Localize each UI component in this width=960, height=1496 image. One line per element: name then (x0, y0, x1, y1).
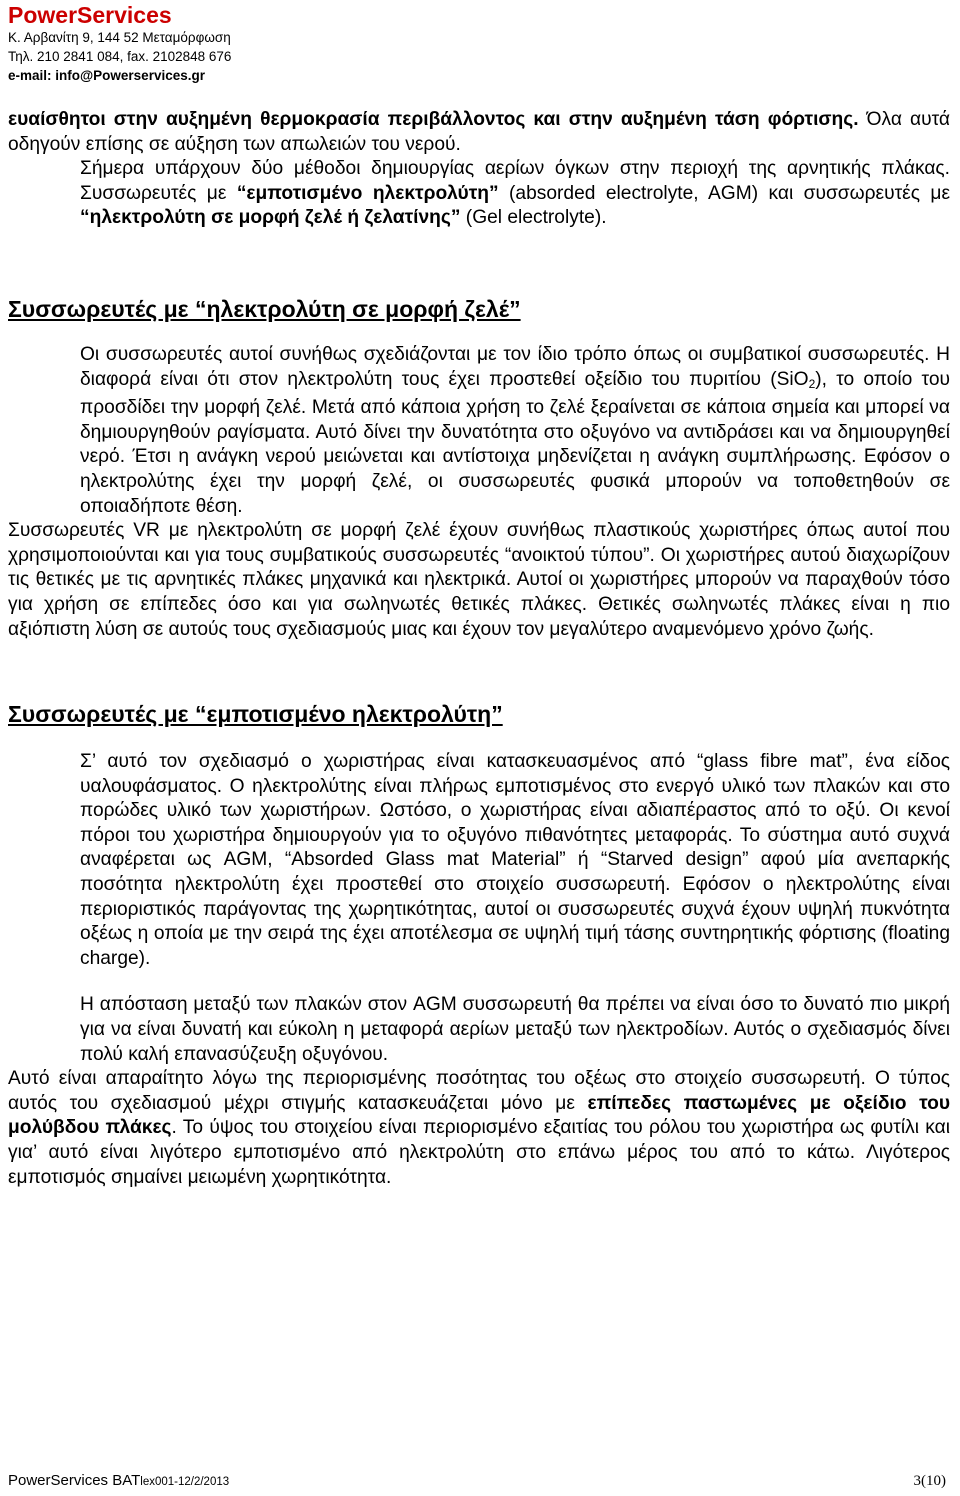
agm-p3-bold: επίπεδες παστωμένες με οξείδιο του μολύβδου πλάκες (8, 1092, 950, 1139)
gel-p1-subscript: 2 (808, 376, 816, 391)
intro-p2-text-c: (absorded electrolyte, AGM) και συσσωρευτές με (498, 182, 950, 204)
company-phone: Τηλ. 210 2841 084, fax. 2102848 676 (8, 49, 232, 64)
intro-p2-bold-gel: “ηλεκτρολύτη σε μορφή ζελέ ή ζελατίνης” (80, 207, 461, 229)
intro-paragraph-2 (8, 157, 950, 231)
footer-doc-id (8, 1472, 229, 1491)
agm-paragraph-1: Σ’ αυτό τον σχεδιασμό ο χωριστήρας είναι κατασκευασμένος από “glass fibre mat”, ένα είδος υαλουφάσματος. Ο ηλεκτρολύτης είναι πλήρως εμποτισμένος στο ενεργό υλικό των πλακών και στο πορώδες υλικό των χωριστήρων. Ωστόσο, ο χωριστήρας είναι αδιαπέραστος από το οξύ. Οι κενοί πόροι του χωριστήρα δημιουργούν για το οξυγόνο πιθανότητες μεταφοράς. Το σύστημα αυτό συχνά αναφέρεται ως AGM, “Absorded Glass mat Material” ή “Starved design” αφού μία ανεπαρκής ποσότητα ηλεκτρολύτη έχει προστεθεί στο στοιχείο συσσωρευτή. Εφόσον ο ηλεκτρολύτης είναι περιοριστικός παράγοντας της χωρητικότητας, αυτοί οι συσσωρευτές συχνά έχουν υψηλή πυκνότητα οξέως η οποία με την σειρά της έχει αποτέλεσμα σε υψηλή τιμή τάσης συντηρητικής φόρτισης (floating charge). (80, 751, 950, 969)
section-heading-gel: Συσσωρευτές με “ηλεκτρολύτη σε μορφή ζελέ” (8, 295, 521, 322)
intro-p2-text-a: Σήμερα υπάρχουν δύο μέθοδοι δημιουργίας αερίων όγκων στην περιοχή της αρνητικής πλάκας. Συσσωρευτές με (80, 158, 950, 204)
company-address: Κ. Αρβανίτη 9, 144 52 Μεταμόρφωση (8, 30, 231, 45)
page-number: 3(10) (913, 1473, 946, 1489)
intro-bold-text: ευαίσθητοι στην αυξημένη θερμοκρασία περιβάλλοντος και στην αυξημένη τάση φόρτισης. (8, 109, 859, 130)
section-heading-agm: Συσσωρευτές με “εμποτισμένο ηλεκτρολύτη” (8, 701, 503, 728)
agm-paragraph-2: Η απόσταση μεταξύ των πλακών στον AGM συσσωρευτή θα πρέπει να είναι όσο το δυνατό πιο μικρή για να είναι δυνατή και εύκολη η μεταφορά αερίων μεταξύ των ηλεκτροδίων. Αυτός ο σχεδιασμός δίνει πολύ καλή επανασύζευξη οξυγόνου. (80, 994, 950, 1065)
gel-p1-text-a: Οι συσσωρευτές αυτοί συνήθως σχεδιάζονται με τον ίδιο τρόπο όπως οι συμβατικοί συσσωρευτές. Η διαφορά είναι ότι στον ηλεκτρολύτη τους έχει προστεθεί οξείδιο του πυριτίου (SiO (80, 343, 950, 390)
intro-p2-bold-agm: “εμποτισμένο ηλεκτρολύτη” (236, 182, 499, 204)
document-body (8, 108, 950, 1190)
agm-p3-text-c: . Το ύψος του στοιχείου είναι περιορισμένο εξαιτίας του ρόλου του χωριστήρα ως φυτίλι και για’ αυτό είναι λιγότερο εμποτισμένο από ηλεκτρολύτη στο επάνω μέρος του από το κάτω. Λιγότερος εμποτισμός σημαίνει μειωμένη χωρητικότητα. (8, 1117, 950, 1188)
gel-paragraph-1 (8, 343, 950, 519)
gel-paragraph-2: Συσσωρευτές VR με ηλεκτρολύτη σε μορφή ζελέ έχουν συνήθως πλαστικούς χωριστήρες όπως αυτοί που χρησιμοποιούνται και για τους συμβατικούς συσσωρευτές “ανοικτού τύπου”. Οι χωριστήρες αυτού διαχωρίζουν τις θετικές με τις αρνητικές πλάκες μηχανικά και ηλεκτρικά. Αυτοί οι χωριστήρες μπορούν να παραχθούν τόσο για χρήση σε επίπεδες όσο και για σωληνωτές θετικές πλάκες. Θετικές σωληνωτές πλάκες είναι η πιο αξιόπιστη λύση σε αυτούς τους σχεδιασμούς μιας και έχουν τον μεγαλύτερο αναμενόμενο χρόνο ζωής. (8, 520, 950, 640)
intro-paragraph-1 (8, 108, 950, 157)
gel-p1-text-b: ), το οποίο του προσδίδει την μορφή ζελέ. Μετά από κάποια χρήση το ζελέ ξεραίνεται σε κάποια σημεία και μπορεί να δημιουργηθούν ραγίσματα. Αυτό δίνει την δυνατότητα στο οξυγόνο να αντιδράσει και να δημιουργηθεί νερό. Έτσι η ανάγκη νερού μειώνεται και αντίστοιχα μηδενίζεται η ανάγκη συμπλήρωσης. Εφόσον ο ηλεκτρολύτης έχει την μορφή ζελέ, οι συσσωρευτές φυσικά μπορούν να τοποθετηθούν σε οποιαδήποτε θέση. (80, 368, 950, 517)
letterhead (8, 2, 231, 85)
company-name: PowerServices (8, 2, 172, 28)
intro-text: Όλα αυτά οδηγούν επίσης σε αύξηση των απωλειών του νερού. (8, 109, 951, 155)
footer-doc-name: PowerServices BAT (8, 1472, 141, 1489)
company-email: e-mail: info@Powerservices.gr (8, 68, 205, 83)
agm-p3-text-a: Αυτό είναι απαραίτητο λόγω της περιορισμένης ποσότητας του οξέως στο στοιχείο συσσωρευτή. Ο τύπος αυτός του σχεδιασμού μέχρι στιγμής κατασκευάζεται μόνο με (8, 1068, 950, 1114)
intro-p2-text-d: (Gel electrolyte). (460, 207, 607, 229)
footer-doc-code: lex001-12/2/2013 (140, 1476, 230, 1488)
agm-paragraph-3 (8, 1067, 950, 1190)
